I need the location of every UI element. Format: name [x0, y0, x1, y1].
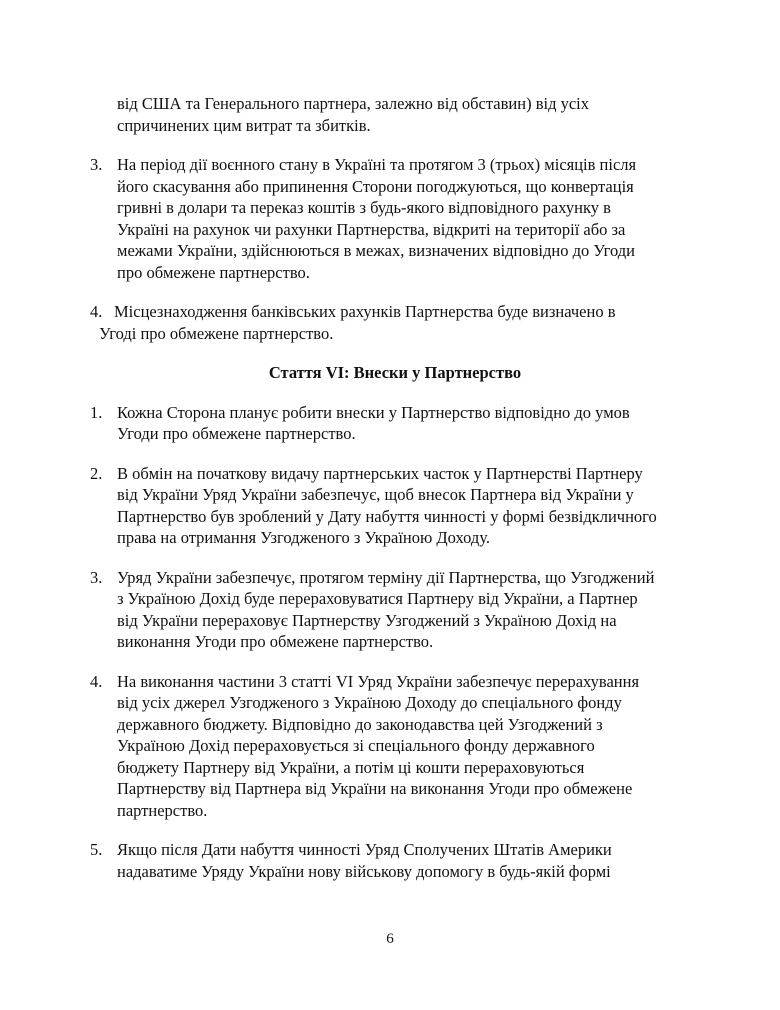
item-number: 1. [90, 402, 103, 422]
text-line: бюджету Партнеру від України, а потім ці кошти перераховуються [117, 757, 585, 777]
item-text [117, 463, 690, 549]
text-line: межами України, здійснюються в межах, визначених відповідно до Угоди [117, 241, 635, 260]
item-number: 2. [90, 463, 103, 483]
text-line: На виконання частини 3 статті VI Уряд України забезпечує перерахування [117, 671, 640, 691]
text-line: про обмежене партнерство. [117, 262, 310, 282]
text-line: гривні в долари та переказ коштів з будь-якого відповідного рахунку в [117, 198, 611, 217]
list-item [90, 154, 690, 283]
list-item [90, 839, 690, 882]
continuation-paragraph [90, 93, 690, 136]
continuation-text [90, 93, 690, 136]
text-line: Місцезнаходження банківських рахунків Партнерства буде визначено в [114, 302, 616, 321]
article-heading: Стаття VI: Внески у Партнерство [268, 363, 522, 382]
text-line: Кожна Сторона планує робити внески у Партнерство відповідно до умов [117, 402, 630, 422]
item-number: 3. [90, 155, 103, 174]
list-item [90, 671, 690, 822]
text-line: від України Уряд України забезпечує, щоб внесок Партнера від України у [117, 485, 634, 504]
text-line: Угоди про обмежене партнерство. [117, 424, 356, 443]
item-number: 3. [90, 567, 103, 587]
text-line: партнерство. [117, 800, 208, 820]
text-line: Україні на рахунок чи рахунки Партнерства, відкриті на території або за [117, 219, 626, 239]
list-item [90, 567, 690, 653]
item-number: 4. [90, 302, 103, 321]
text-line: В обмін на початкову видачу партнерських часток у Партнерстві Партнеру [117, 463, 643, 483]
item-text [117, 567, 690, 653]
text-line: Якщо після Дати набуття чинності Уряд Сполучених Штатів Америки [117, 840, 612, 859]
text-line: На період дії воєнного стану в Україні та протягом 3 (трьох) місяців після [117, 155, 637, 174]
page-number: 6 [386, 931, 394, 947]
list-item [90, 301, 690, 344]
item-text [99, 301, 690, 344]
text-line: Партнерство був зроблений у Дату набуття чинності у формі безвідкличного [117, 506, 657, 526]
text-line: спричинених цим витрат та збитків. [117, 115, 371, 135]
item-number: 4. [90, 671, 103, 691]
text-line: права на отримання Узгодженого з Україною Доходу. [117, 528, 491, 547]
text-line: Угоді про обмежене партнерство. [99, 323, 334, 343]
item-text [117, 671, 690, 822]
item-text [117, 839, 690, 882]
item-number: 5. [90, 840, 103, 859]
item-text [117, 402, 690, 445]
text-line: надаватиме Уряду України нову військову допомогу в будь-якій формі [117, 861, 611, 881]
text-line: Україною Дохід перераховується зі спеціального фонду державного [117, 736, 595, 755]
text-line: від України перераховує Партнерству Узгоджений з Україною Дохід на [117, 610, 617, 630]
text-line: виконання Угоди про обмежене партнерство. [117, 632, 434, 651]
list-item [90, 463, 690, 549]
text-line: Партнерству від Партнера від України на виконання Угоди про обмежене [117, 779, 633, 798]
text-line: його скасування або припинення Сторони погоджуються, що конвертація [117, 176, 634, 196]
text-line: Уряд України забезпечує, протягом терміну дії Партнерства, що Узгоджений [117, 567, 655, 587]
item-text [117, 154, 690, 283]
text-line: від усіх джерел Узгодженого з Україною Доходу до спеціального фонду [117, 693, 622, 712]
text-line: з Україною Дохід буде перераховуватися Партнеру від України, а Партнер [117, 589, 638, 608]
list-item [90, 402, 690, 445]
text-line: державного бюджету. Відповідно до законодавства цей Узгоджений з [117, 714, 603, 734]
text-line: від США та Генерального партнера, залежно від обставин) від усіх [117, 94, 589, 113]
